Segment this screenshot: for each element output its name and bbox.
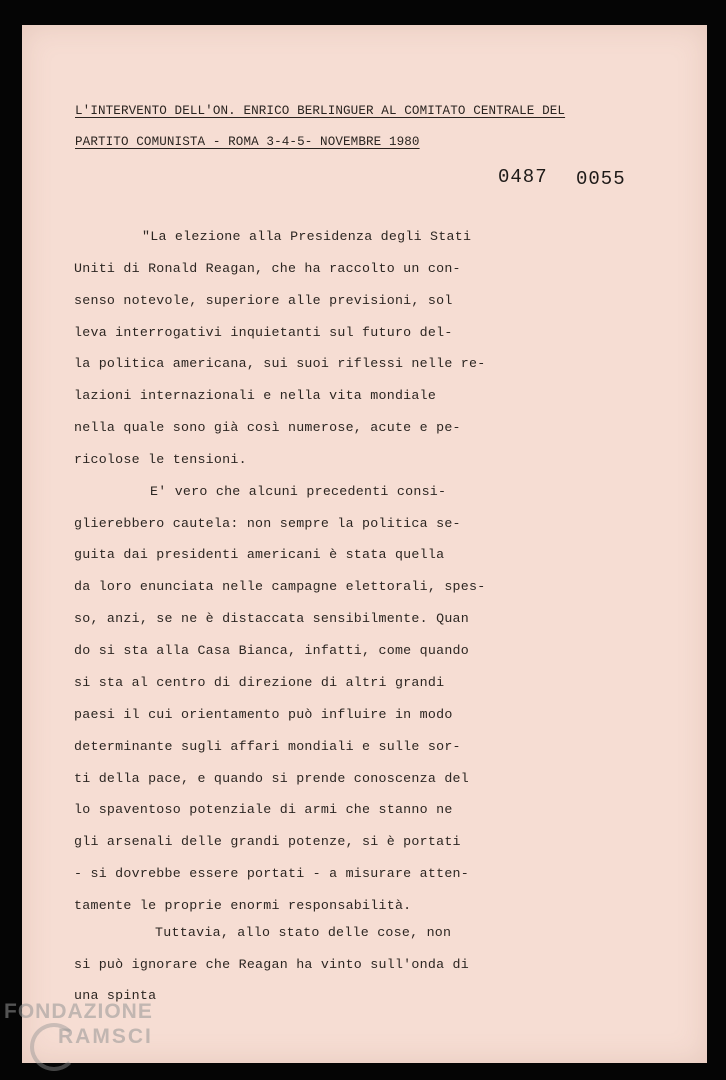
body-line: guita dai presidenti americani è stata quella [74, 547, 445, 562]
body-line: la politica americana, sui suoi riflessi nelle re- [74, 356, 486, 371]
body-line: determinante sugli affari mondiali e sulle sor- [74, 739, 461, 754]
body-line: nella quale sono già così numerose, acute e pe- [74, 420, 461, 435]
body-line: si sta al centro di direzione di altri grandi [74, 675, 445, 690]
body-line: Tuttavia, allo stato delle cose, non [155, 925, 452, 940]
body-line: lazioni internazionali e nella vita mondiale [74, 388, 437, 403]
body-line: Uniti di Ronald Reagan, che ha raccolto un con- [74, 261, 461, 276]
watermark-fondazione: FONDAZIONE [4, 1000, 153, 1023]
body-line: ti della pace, e quando si prende conoscenza del [74, 771, 470, 786]
body-line: gli arsenali delle grandi potenze, si è portati [74, 834, 461, 849]
body-line: E' vero che alcuni precedenti consi- [150, 484, 447, 499]
body-line: si può ignorare che Reagan ha vinto sull'onda di [74, 957, 470, 972]
body-line: paesi il cui orientamento può influire in modo [74, 707, 453, 722]
body-line: senso notevole, superiore alle previsioni, sol [74, 293, 453, 308]
body-line: glierebbero cautela: non sempre la politica se- [74, 516, 461, 531]
body-line: ricolose le tensioni. [74, 452, 247, 467]
body-line: da loro enunciata nelle campagne elettorali, spes- [74, 579, 486, 594]
body-line: lo spaventoso potenziale di armi che stanno ne [74, 802, 453, 817]
body-line: so, anzi, se ne è distaccata sensibilmente. Quan [74, 611, 470, 626]
body-line: do si sta alla Casa Bianca, infatti, come quando [74, 643, 470, 658]
body-line: tamente le proprie enormi responsabilità. [74, 898, 412, 913]
document-number-2: 0055 [576, 168, 626, 190]
body-line: - si dovrebbe essere portati - a misurare atten- [74, 866, 470, 881]
document-heading-line-2: PARTITO COMUNISTA - ROMA 3-4-5- NOVEMBRE 1980 [75, 135, 420, 149]
body-line: una spinta [74, 988, 157, 1003]
document-heading-line-1: L'INTERVENTO DELL'ON. ENRICO BERLINGUER AL COMITATO CENTRALE DEL [75, 104, 566, 118]
body-line: "La elezione alla Presidenza degli Stati [142, 229, 472, 244]
watermark-gramsci: RAMSCI [58, 1025, 153, 1048]
document-number-1: 0487 [498, 166, 548, 188]
body-line: leva interrogativi inquietanti sul futuro del- [74, 325, 453, 340]
